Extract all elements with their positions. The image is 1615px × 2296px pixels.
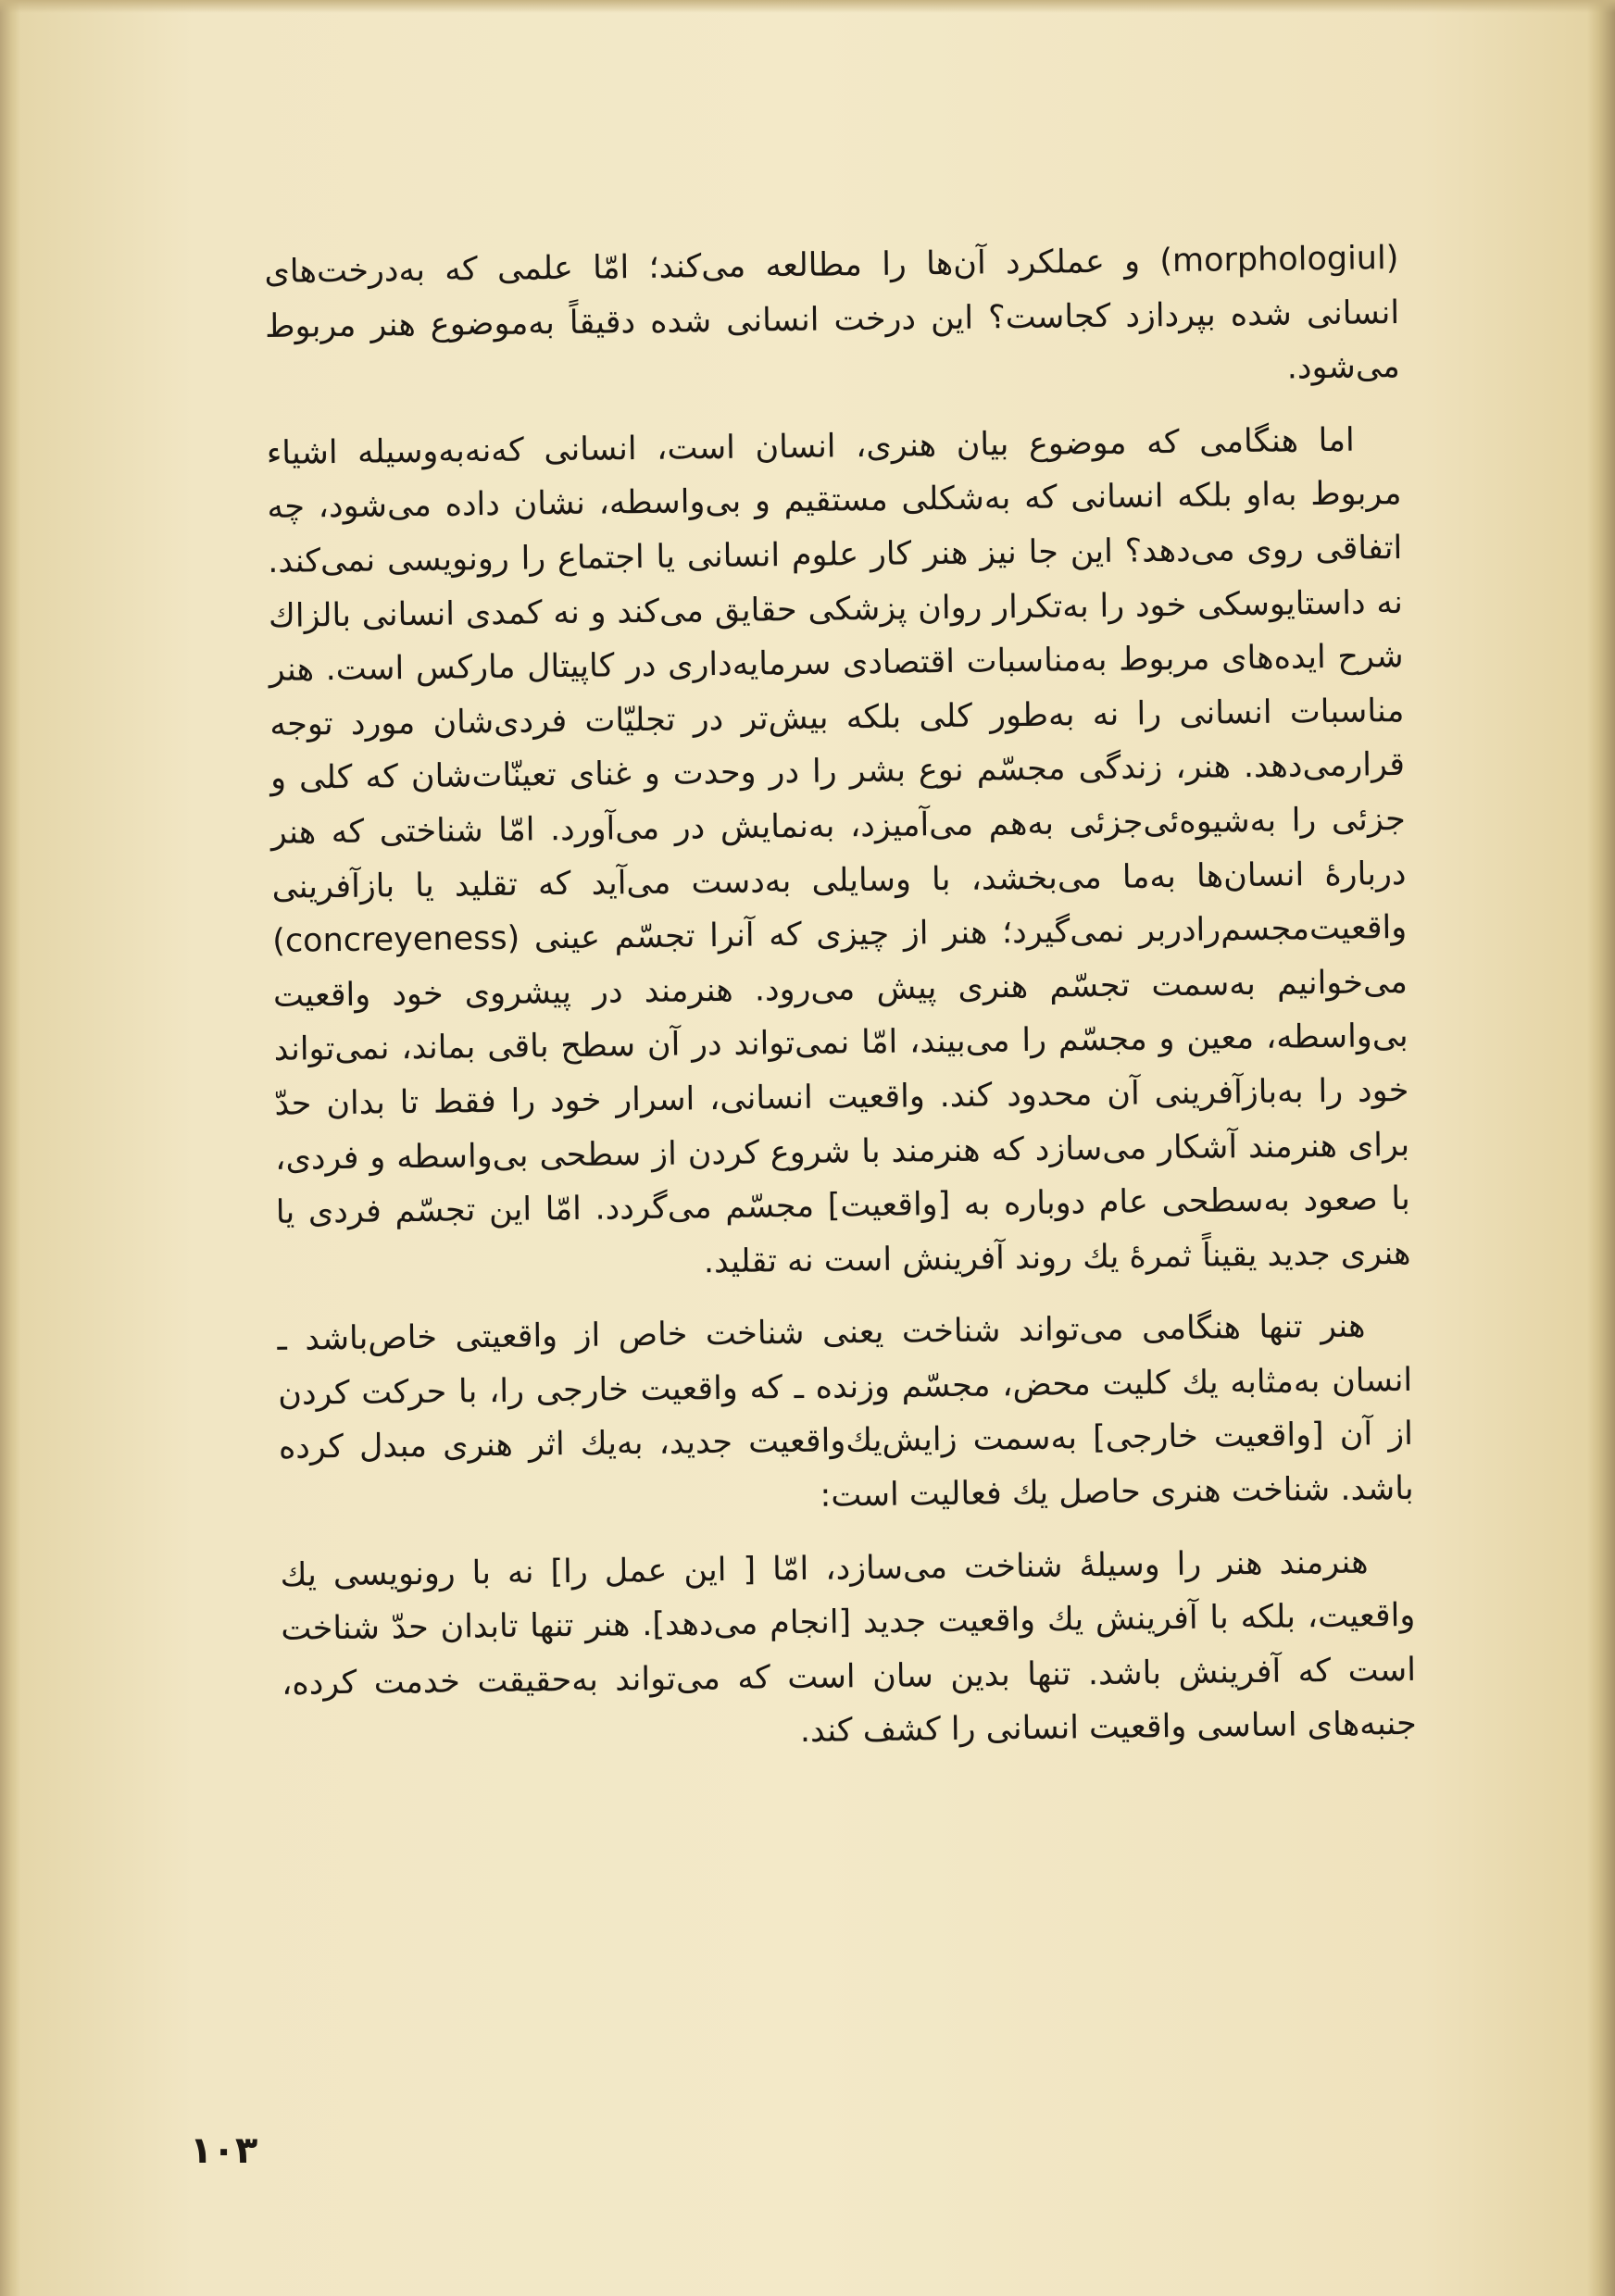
paragraph-art-knowledge: هنر تنها هنگامی می‌تواند شناخت یعنی شناخت خاص از واقعیتی خاص‌باشد ـ انسان به‌مثابه یك کلیت محض، مجسّم وزنده ـ که واقعیت خارجی را، با حرکت کردن از آن [واقعیت خارجی] به‌سمت زایش‌یك‌واقعیت جدید، به‌یك اثر هنری مبدل کرده باشد. شناخت هنری حاصل یك فعالیت است: xyxy=(277,1307,1414,1515)
page-number: ۱۰۳ xyxy=(190,2129,258,2172)
paragraph-continuation: (morphologiul) و عملکرد آن‌ها را مطالعه می‌کند؛ امّا علمی که به‌درخت‌های انسانی شده بپردازد کجاست؟ این درخت انسانی شده دقیقاً به‌موضوع هنر مربوط می‌شود. xyxy=(264,239,1401,387)
body-text xyxy=(264,231,1417,1766)
page-left-edge xyxy=(0,0,20,2296)
paragraph-human-subject: اما هنگامی که موضوع بیان هنری، انسان است، انسانی که‌نه‌به‌وسیله اشیاء مربوط به‌او بلکه انسانی که به‌شکلی مستقیم و بی‌واسطه، نشان داده می‌شود، چه اتفاقی روی می‌دهد؟ این جا نیز هنر کار علوم انسانی یا اجتماع را رونویسی نمی‌کند. نه داستایوسکی خود را به‌تکرار روان پزشکی حقایق می‌کند و نه کمدی انسانی بالزاك شرح ایده‌های مربوط به‌مناسبات اقتصادی سرمایه‌داری در کاپیتال مارکس است. هنر مناسبات انسانی را نه به‌طور کلی بلکه بیش‌تر در تجلیّات فردی‌شان مورد توجه قرارمی‌دهد. هنر، زندگی مجسّم نوع بشر را در وحدت و غنای تعینّات‌شان که کلی و جزئی را به‌شیوه‌ئی‌جزئی به‌هم می‌آمیزد، به‌نمایش در می‌آورد. امّا شناختی که هنر دربارهٔ انسان‌ها به‌ما می‌بخشد، با وسایلی به‌دست می‌آید که تقلید یا بازآفرینی واقعیت‌مجسم‌رادربر نمی‌گیرد؛ هنر از چیزی که آنرا تجسّم عینی (concreyeness) می‌خوانیم به‌سمت تجسّم هنری پیش می‌رود. هنرمند در پیشروی خود واقعیت بی‌واسطه، معین و مجسّم را می‌بیند، امّا نمی‌تواند در آن سطح باقی بماند، نمی‌تواند خود را به‌بازآفرینی آن محدود کند. واقعیت انسانی، اسرار خود را فقط تا بدان حدّ برای هنرمند آشکار می‌سازد که هنرمند با شروع کردن از سطحی بی‌واسطه و فردی، با صعود به‌سطحی عام دوباره به [واقعیت] مجسّم می‌گردد. امّا این تجسّم فردی یا هنری جدید یقیناً ثمرهٔ یك روند آفرینش است نه تقلید. xyxy=(266,421,1411,1280)
page-top-edge xyxy=(0,0,1615,13)
paragraph-artist-creation: هنرمند هنر را وسیلهٔ شناخت می‌سازد، امّا [ این عمل را] نه با رونویسی یك واقعیت، بلکه با آفرینش یك واقعیت جدید [انجام می‌دهد]. هنر تنها تابدان حدّ شناخت است که آفرینش باشد. تنها بدین سان است که می‌تواند به‌حقیقت خدمت کرده، جنبه‌های اساسی واقعیت انسانی را کشف کند. xyxy=(280,1543,1417,1751)
page-right-edge xyxy=(1587,0,1615,2296)
